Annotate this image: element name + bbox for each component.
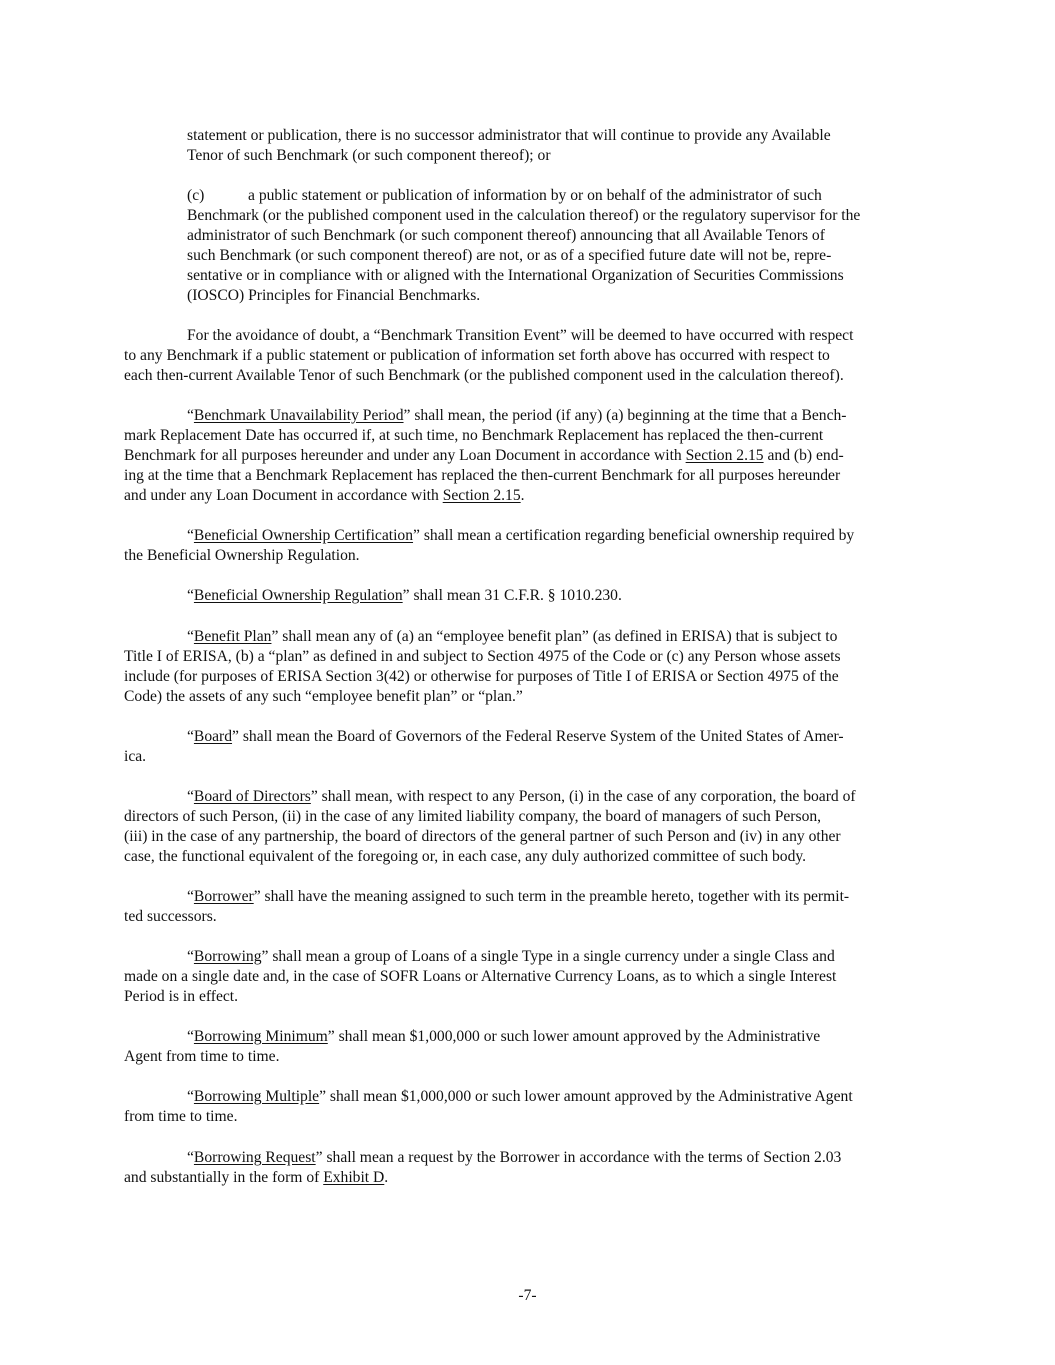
defined-term: Borrowing Multiple [193,1088,320,1105]
defined-term: Board [193,728,233,745]
defined-term: Benefit Plan [193,628,272,645]
text-line: from time to time. [124,1108,238,1125]
text-line: Tenor of such Benchmark (or such component thereof); or [187,147,551,164]
definition-line: “Borrowing Request” shall mean a request by the Borrower in accordance with the terms of Section 2.03 [187,1149,842,1166]
text-line: (IOSCO) Principles for Financial Benchmarks. [187,287,481,304]
text-line: Title I of ERISA, (b) a “plan” as defined in and subject to Section 4975 of the Code or (c) any Person whose assets [124,648,841,665]
text-line: the Beneficial Ownership Regulation. [124,547,360,564]
defined-term: Borrowing Request [193,1149,316,1166]
definition-line: “Beneficial Ownership Certification” shall mean a certification regarding beneficial ownership required by [187,527,855,544]
definition-line: “Benchmark Unavailability Period” shall mean, the period (if any) (a) beginning at the time that a Bench- [187,407,847,424]
text-line: each then-current Available Tenor of such Benchmark (or the published component used in the calculation thereof). [124,367,844,384]
text-line: ica. [124,748,147,765]
definition-line: “Borrowing Minimum” shall mean $1,000,000 or such lower amount approved by the Administrative [187,1028,821,1045]
text-line: directors of such Person, (ii) in the case of any limited liability company, the board of managers of such Person, [124,808,822,825]
defined-term: Borrowing Minimum [193,1028,328,1045]
text-line: administrator of such Benchmark (or such component thereof) announcing that all Available Tenors of [187,227,825,244]
text-line: ing at the time that a Benchmark Replacement has replaced the then-current Benchmark for all purposes hereunder [124,467,841,484]
text-line: Agent from time to time. [124,1048,280,1065]
text-line: (iii) in the case of any partnership, the board of directors of the general partner of such Person and (iv) in any other [124,828,841,845]
page-number: -7- [518,1287,537,1304]
text-line: sentative or in compliance with or aligned with the International Organization of Securities Commissions [187,267,844,284]
text-line: to any Benchmark if a public statement or publication of information set forth above has occurred with respect to [124,347,830,364]
definition-line: “Borrowing Multiple” shall mean $1,000,000 or such lower amount approved by the Administrative Agent [187,1088,853,1105]
definition-line: “Beneficial Ownership Regulation” shall mean 31 C.F.R. § 1010.230. [187,587,622,604]
definition-line: “Benefit Plan” shall mean any of (a) an “employee benefit plan” (as defined in ERISA) that is subject to [187,628,838,645]
definition-line: “Board of Directors” shall mean, with respect to any Person, (i) in the case of any corporation, the board of [187,788,856,805]
defined-term: Beneficial Ownership Regulation [193,587,403,604]
exhibit-reference: Exhibit D [323,1169,385,1186]
text-line: ted successors. [124,908,217,925]
text-line: and under any Loan Document in accordance with Section 2.15. [124,487,525,504]
text-line: Benchmark for all purposes hereunder and under any Loan Document in accordance with Section 2.15 and (b) end- [124,447,844,464]
text-line: include (for purposes of ERISA Section 3(42) or otherwise for purposes of Title I of ERISA or Section 4975 of the [124,668,839,685]
text-line: such Benchmark (or such component thereof) are not, or as of a specified future date will not be, repre- [187,247,832,264]
text-line: made on a single date and, in the case of SOFR Loans or Alternative Currency Loans, as to which a single Interest [124,968,837,985]
text-line: statement or publication, there is no successor administrator that will continue to provide any Available [187,127,831,144]
defined-term: Beneficial Ownership Certification [193,527,414,544]
text-line: Code) the assets of any such “employee benefit plan” or “plan.” [124,688,523,705]
clause-label: (c) [187,187,205,204]
defined-term: Board of Directors [193,788,311,805]
text-line: mark Replacement Date has occurred if, at such time, no Benchmark Replacement has replaced the then-current [124,427,824,444]
defined-term: Benchmark Unavailability Period [193,407,404,424]
text-line: a public statement or publication of information by or on behalf of the administrator of such [248,187,822,204]
defined-term: Borrowing [193,948,262,965]
text-line: case, the functional equivalent of the foregoing or, in each case, any duly authorized committee of such body. [124,848,807,865]
definition-line: “Board” shall mean the Board of Governors of the Federal Reserve System of the United States of Amer- [187,728,844,745]
definition-line: “Borrowing” shall mean a group of Loans of a single Type in a single currency under a single Class and [187,948,835,965]
defined-term: Borrower [193,888,254,905]
text-line: For the avoidance of doubt, a “Benchmark Transition Event” will be deemed to have occurred with respect [187,327,854,344]
text-line: Period is in effect. [124,988,239,1005]
definition-line: “Borrower” shall have the meaning assigned to such term in the preamble hereto, together with its permit- [187,888,850,905]
text-line: Benchmark (or the published component used in the calculation thereof) or the regulatory supervisor for the [187,207,861,224]
section-reference: Section 2.15 [685,447,764,464]
text-line: and substantially in the form of Exhibit D. [124,1169,389,1186]
section-reference: Section 2.15 [442,487,521,504]
